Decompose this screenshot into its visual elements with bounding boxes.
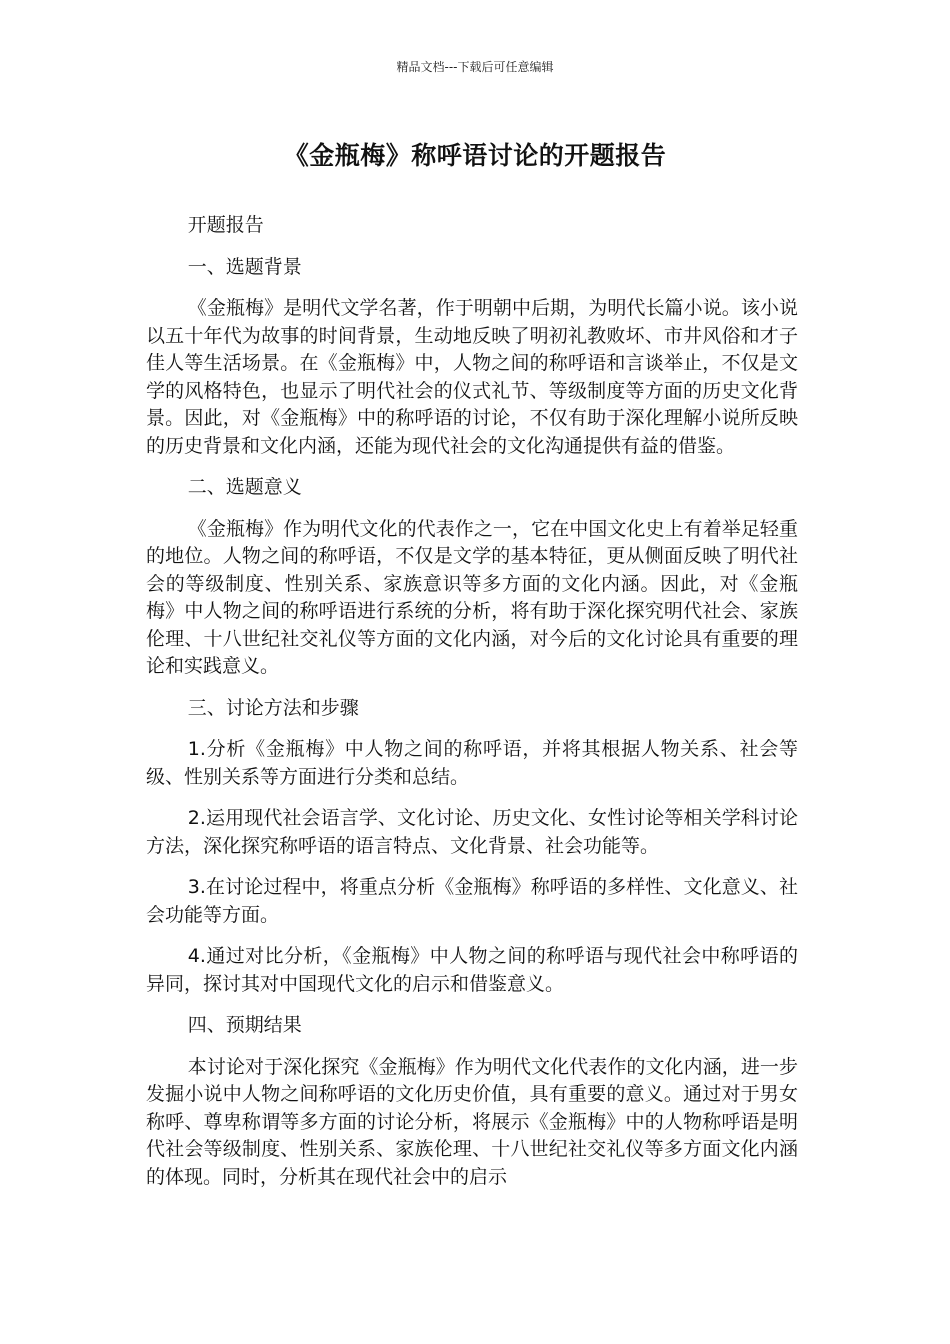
- document-body: [146, 212, 798, 1205]
- section-heading-background: 一、选题背景: [187, 255, 302, 278]
- paragraph-expected-results: 本讨论对于深化探究《金瓶梅》作为明代文化代表作的文化内涵，进一步发掘小说中人物之间称呼语的文化历史价值，具有重要的意义。通过对于男女称呼、尊卑称谓等多方面的讨论分析，将展示《金瓶梅》中的人物称呼语是明代社会等级制度、性别关系、家族伦理、十八世纪社交礼仪等多方面文化内涵的体现。同时，分析其在现代社会中的启示: [146, 1055, 798, 1188]
- paragraph-significance: 《金瓶梅》作为明代文化的代表作之一，它在中国文化史上有着举足轻重的地位。人物之间的称呼语，不仅是文学的基本特征，更从侧面反映了明代社会的等级制度、性别关系、家族意识等多方面的文化内涵。因此，对《金瓶梅》中人物之间的称呼语进行系统的分析，将有助于深化探究明代社会、家族伦理、十八世纪社交礼仪等方面的文化内涵，对今后的文化讨论具有重要的理论和实践意义。: [146, 517, 798, 677]
- header-note: 精品文档---下载后可任意编辑: [396, 60, 554, 74]
- section-heading-methods: 三、讨论方法和步骤: [187, 696, 359, 719]
- document-title: 《金瓶梅》称呼语讨论的开题报告: [283, 141, 667, 170]
- method-item: 4.通过对比分析，《金瓶梅》中人物之间的称呼语与现代社会中称呼语的异同，探讨其对中国现代文化的启示和借鉴意义。: [146, 945, 798, 995]
- section-heading-significance: 二、选题意义: [187, 476, 302, 498]
- paragraph-background: 《金瓶梅》是明代文学名著，作于明朝中后期，为明代长篇小说。该小说以五十年代为故事的时间背景，生动地反映了明初礼教败坏、市井风俗和才子佳人等生活场景。在《金瓶梅》中，人物之间的称呼语和言谈举止，不仅是文学的风格特色，也显示了明代社会的仪式礼节、等级制度等方面的历史文化背景。因此，对《金瓶梅》中的称呼语的讨论，不仅有助于深化理解小说所反映的历史背景和文化内涵，还能为现代社会的文化沟通提供有益的借鉴。: [146, 297, 798, 457]
- method-item: 1.分析《金瓶梅》中人物之间的称呼语，并将其根据人物关系、社会等级、性别关系等方面进行分类和总结。: [146, 738, 798, 788]
- report-label: 开题报告: [187, 214, 264, 236]
- method-item: 3.在讨论过程中，将重点分析《金瓶梅》称呼语的多样性、文化意义、社会功能等方面。: [146, 876, 798, 926]
- section-heading-expected-results: 四、预期结果: [187, 1014, 302, 1036]
- method-item: 2.运用现代社会语言学、文化讨论、历史文化、女性讨论等相关学科讨论方法，深化探究称呼语的语言特点、文化背景、社会功能等。: [146, 807, 798, 857]
